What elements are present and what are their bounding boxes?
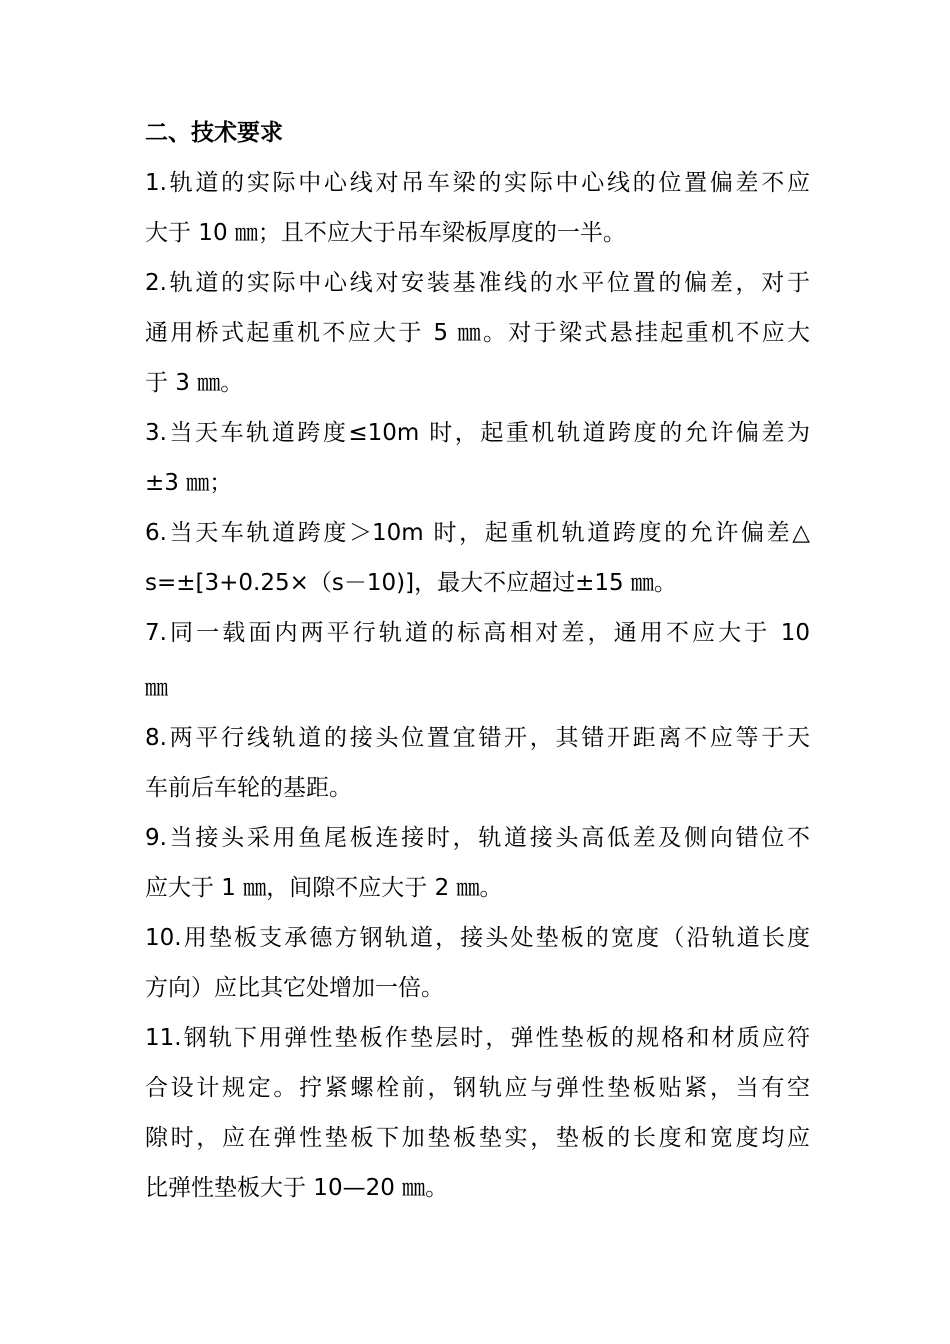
section-heading: 二、技术要求 [145, 120, 283, 146]
paragraph-11-line-2: 合设计规定。拧紧螺栓前，钢轨应与弹性垫板贴紧，当有空 [145, 1075, 810, 1101]
paragraph-3-line-2: ±3 ㎜； [145, 470, 233, 496]
paragraph-1-line-2: 大于 10 ㎜；且不应大于吊车梁板厚度的一半。 [145, 220, 626, 246]
paragraph-11-line-1: 11.钢轨下用弹性垫板作垫层时，弹性垫板的规格和材质应符 [145, 1025, 810, 1051]
paragraph-1-line-1: 1.轨道的实际中心线对吊车梁的实际中心线的位置偏差不应 [145, 170, 810, 196]
paragraph-6-line-1: 6.当天车轨道跨度＞10m 时，起重机轨道跨度的允许偏差△ [145, 520, 810, 546]
paragraph-10-line-1: 10.用垫板支承德方钢轨道，接头处垫板的宽度（沿轨道长度 [145, 925, 810, 951]
paragraph-3-line-1: 3.当天车轨道跨度≤10m 时，起重机轨道跨度的允许偏差为 [145, 420, 810, 446]
paragraph-11-line-4: 比弹性垫板大于 10—20 ㎜。 [145, 1175, 449, 1201]
paragraph-7-line-1: 7.同一载面内两平行轨道的标高相对差，通用不应大于 10 [145, 620, 810, 646]
paragraph-9-line-2: 应大于 1 ㎜，间隙不应大于 2 ㎜。 [145, 875, 503, 901]
document-body [145, 108, 810, 1213]
paragraph-2-line-2: 通用桥式起重机不应大于 5 ㎜。对于梁式悬挂起重机不应大 [145, 320, 810, 346]
paragraph-8-line-1: 8.两平行线轨道的接头位置宜错开，其错开距离不应等于天 [145, 725, 810, 751]
paragraph-2-line-1: 2.轨道的实际中心线对安装基准线的水平位置的偏差，对于 [145, 270, 810, 296]
paragraph-2-line-3: 于 3 ㎜。 [145, 370, 244, 396]
paragraph-7-line-2: ㎜ [145, 675, 168, 701]
paragraph-11-line-3: 隙时，应在弹性垫板下加垫板垫实，垫板的长度和宽度均应 [145, 1125, 810, 1151]
paragraph-6-line-2: s=±[3+0.25×（s－10)]，最大不应超过±15 ㎜。 [145, 570, 677, 596]
paragraph-8-line-2: 车前后车轮的基距。 [145, 775, 352, 801]
paragraph-10-line-2: 方向）应比其它处增加一倍。 [145, 975, 444, 1001]
paragraph-9-line-1: 9.当接头采用鱼尾板连接时，轨道接头高低差及侧向错位不 [145, 825, 810, 851]
